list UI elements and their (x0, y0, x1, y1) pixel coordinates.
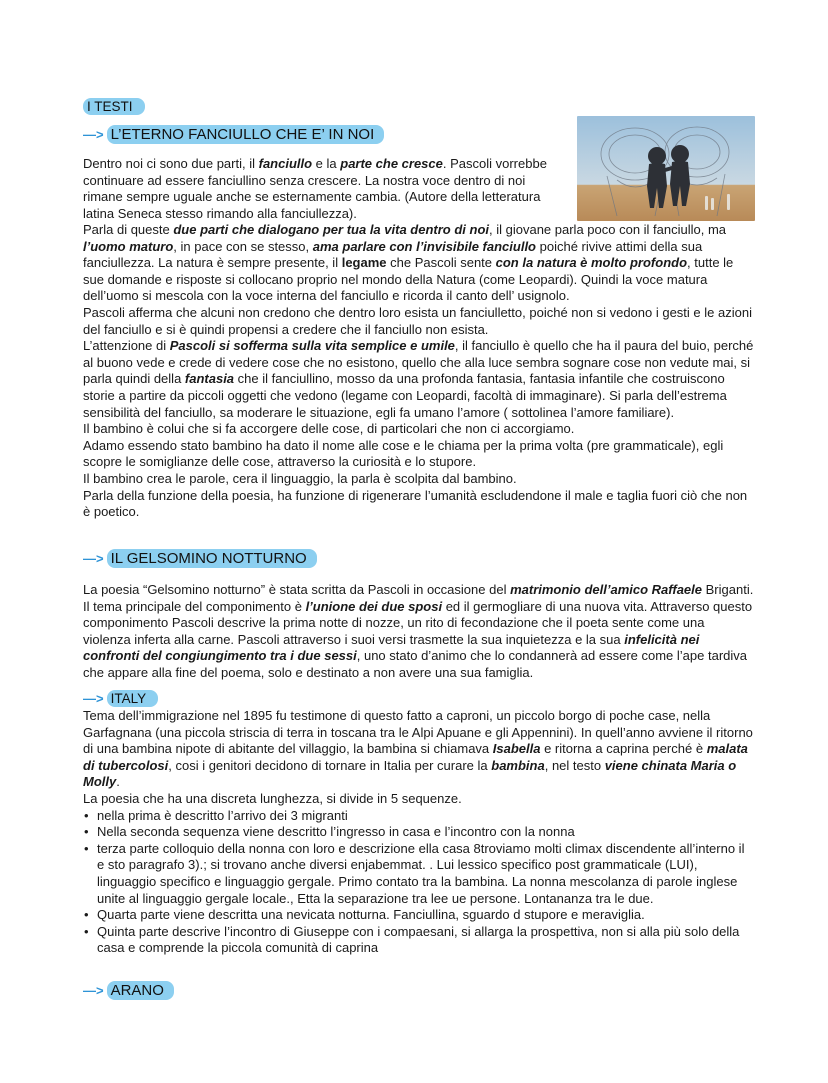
paragraph: Il bambino crea le parole, cera il linguaggio, la parla è scolpita dal bambino. (83, 470, 517, 486)
arrow-icon: —> (83, 127, 104, 142)
arrow-icon: —> (83, 983, 104, 998)
intro-paragraph: Dentro noi ci sono due parti, il fanciullo e la parte che cresce. Pascoli vorrebbe continuare ad essere fanciullino senza crescere. La nostra voce dentro di noi rimane sempre uguale anche se esternamente cambia. (Autore della letteratura latina Seneca stesso rimando alla fanciullezza). (83, 156, 547, 221)
gelsomino-body (83, 582, 755, 682)
italy-body (83, 708, 755, 957)
paragraph: Parla della funzione della poesia, ha funzione di rigenerare l’umanità escludendone il male e taglia fuori ciò che non è poetico. (83, 487, 748, 520)
arrow-icon: —> (83, 691, 104, 706)
list-item: • nella prima è descritto l’arrivo dei 3 migranti (83, 808, 755, 825)
fanciullo-body (83, 222, 755, 521)
list-item: • terza parte colloquio della nonna con loro e descrizione ella casa 8troviamo molti climax discendente all’interno il e sto paragrafo 3).; si trovano anche diversi enjabemmat. . Lui lessico specifico post grammaticale (LUI), linguaggio specifico e linguaggio gergale. Primo contato tra la bambina. La nonna mescolanza di parole inglese unite al linguaggio gergale locale., Etta la separazione tra lee ue persone. Lontananza tra le due. (83, 841, 755, 907)
paragraph: Pascoli afferma che alcuni non credono che dentro loro esista un fanciulletto, poiché non si vedono i gesti e le azioni del fanciullo e si è quindi propensi a credere che il fanciullo non esista. (83, 304, 752, 337)
list-item: • Nella seconda sequenza viene descritto l’ingresso in casa e l’incontro con la nonna (83, 824, 755, 841)
sequence-list (83, 808, 755, 957)
paragraph: La poesia che ha una discreta lunghezza, si divide in 5 sequenze. (83, 790, 462, 806)
paragraph: Parla di queste due parti che dialogano per tua la vita dentro di noi, il giovane parla poco con il fanciullo, ma l’uomo maturo, in pace con se stesso, ama parlare con l’invisibile fanciullo poiché rivive attimi della sua fanciullezza. La natura è sempre presente, il legame che Pascoli sente con la natura è molto profondo, tutte le sue domande e risposte si collocano proprio nel mondo della Natura (come Leopardi). Quindi la voce matura dell’uomo si mescola con la voce interna del fanciullo e ricorda il canto dell’ usignolo. (83, 222, 734, 304)
section-highlight: I TESTI (83, 98, 145, 115)
paragraph: Il bambino è colui che si fa accorgere delle cose, di particolari che non ci accorgiamo. (83, 421, 575, 437)
heading-italy (83, 690, 158, 708)
arrow-icon: —> (83, 551, 104, 566)
heading-arano (83, 981, 174, 1000)
list-item: • Quinta parte descrive l’incontro di Giuseppe con i compaesani, si allarga la prospettiva, non si alla più solo della casa e comprende la piccola comunità di caprina (83, 924, 755, 957)
heading-text: ITALY (107, 690, 159, 707)
heading-gelsomino (83, 549, 317, 568)
section-label-testi (83, 98, 145, 116)
paragraph: Tema dell’immigrazione nel 1895 fu testimone di questo fatto a caproni, un piccolo borgo di poche case, nella Garfagnana (una piccola striscia di terra in toscana tra le Alpi Apuane e gli Appennini). In quell’anno avviene il ritorno di una bambina nipote di abitante del villaggio, la bambina si chiamava Isabella e ritorna a caprina perché è malata di tubercolosi, cosi i genitori decidono di tornare in Italia per curare la bambina, nel testo viene chinata Maria o Molly. (83, 708, 753, 790)
heading-text: IL GELSOMINO NOTTURNO (107, 549, 317, 568)
list-item: • Quarta parte viene descritta una nevicata notturna. Fanciullina, sguardo d stupore e meraviglia. (83, 907, 755, 924)
paragraph: L’attenzione di Pascoli si sofferma sulla vita semplice e umile, il fanciullo è quello che ha il paura del buio, perché al buono vede e crede di vedere cose che no esistono, quello che alla luce sembra sognare cose non vedute mai, si parla quindi della fantasia che il fanciullino, mosso da una profonda fantasia, fantasia infantile che costruiscono storie a partire da piccoli oggetti che vedono (legame con Leopardi, facoltà di immaginare). Si parla dell’estrema sensibilità del fanciullo, sa moderare le situazione, egli fa umano l’amore ( sottolinea l’amore familiare). (83, 338, 754, 420)
sculpture-image (577, 116, 755, 221)
paragraph: La poesia “Gelsomino notturno” è stata scritta da Pascoli in occasione del matrimonio dell’amico Raffaele Briganti. Il tema principale del componimento è l’unione dei due sposi ed il germogliare di una nuova vita. Attraverso questo componimento Pascoli descrive la prima notte di nozze, un rito di fecondazione che il poeta sente come una violenza inferta alla carne. Pascoli attraverso i suoi versi trasmette la sua inquietezza e la sua infelicità nei confronti del congiungimento tra i due sessi, uno stato d’animo che lo condannerà ad essere come l’ape tardiva che appare alla fine del poema, solo e destinato a non avere una sua famiglia. (83, 582, 754, 680)
paragraph: Adamo essendo stato bambino ha dato il nome alle cose e le chiama per la prima volta (pre grammaticale), egli scopre le somiglianze delle cose, attraverso la curiosità e lo stupore. (83, 437, 724, 470)
heading-text: L’ETERNO FANCIULLO CHE E’ IN NOI (107, 125, 385, 144)
heading-text: ARANO (107, 981, 174, 1000)
heading-fanciullo (83, 125, 384, 144)
